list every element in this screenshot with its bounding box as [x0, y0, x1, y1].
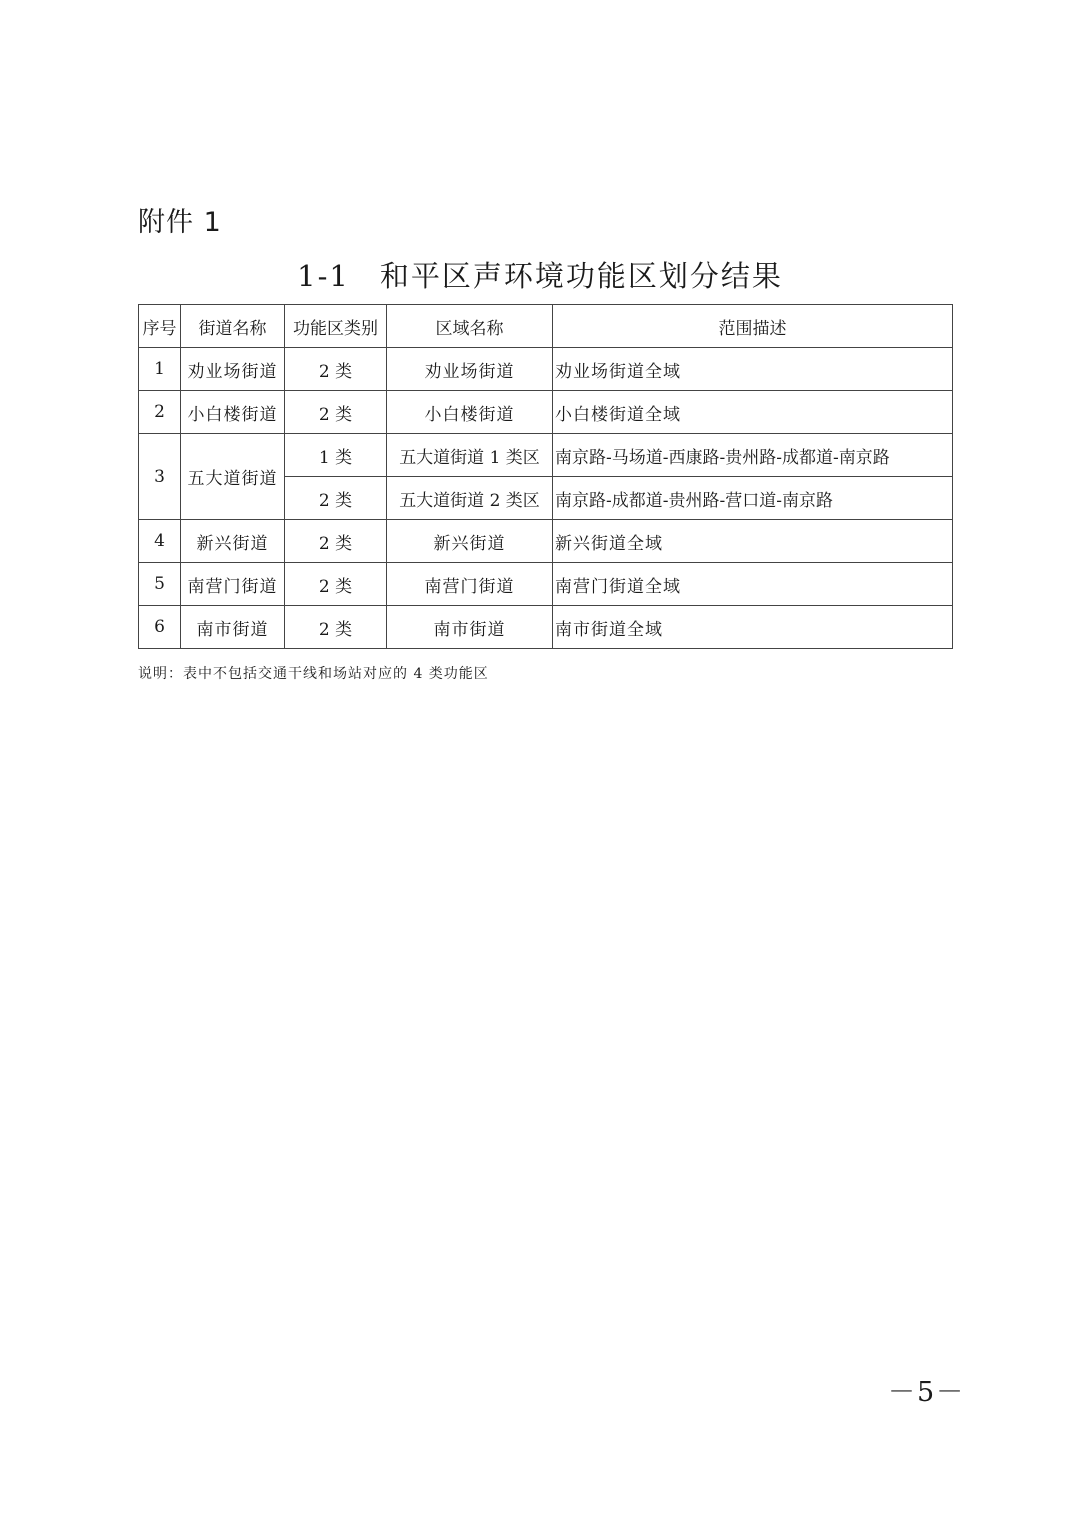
cell-category: 2 类 [285, 520, 387, 563]
page-number: －5－ [888, 1377, 966, 1408]
cell-scope: 南营门街道全域 [553, 563, 953, 606]
cell-street: 劝业场街道 [181, 348, 285, 391]
table-title [0, 254, 1080, 295]
cell-area: 小白楼街道 [387, 391, 553, 434]
cell-scope: 新兴街道全域 [553, 520, 953, 563]
cell-category: 2 类 [285, 477, 387, 520]
table-number: 1-1 [297, 259, 350, 293]
header-street: 街道名称 [181, 305, 285, 348]
table-row [139, 348, 953, 391]
cell-category: 1 类 [285, 434, 387, 477]
cell-street: 五大道街道 [181, 434, 285, 520]
cell-seq: 3 [139, 434, 181, 520]
cell-scope: 南京路-马场道-西康路-贵州路-成都道-南京路 [553, 434, 953, 477]
cell-category: 2 类 [285, 348, 387, 391]
cell-seq: 2 [139, 391, 181, 434]
table-note: 说明：表中不包括交通干线和场站对应的 4 类功能区 [138, 666, 489, 682]
cell-seq: 1 [139, 348, 181, 391]
table-row [139, 563, 953, 606]
header-scope: 范围描述 [553, 305, 953, 348]
cell-area: 五大道街道 1 类区 [387, 434, 553, 477]
table-row [139, 520, 953, 563]
cell-area: 劝业场街道 [387, 348, 553, 391]
attachment-label: 附件 1 [138, 207, 222, 238]
header-seq: 序号 [139, 305, 181, 348]
cell-seq: 5 [139, 563, 181, 606]
cell-street: 新兴街道 [181, 520, 285, 563]
cell-scope: 南市街道全域 [553, 606, 953, 649]
table-row [139, 606, 953, 649]
table-header-row [139, 305, 953, 348]
cell-street: 南市街道 [181, 606, 285, 649]
cell-scope: 小白楼街道全域 [553, 391, 953, 434]
cell-seq: 6 [139, 606, 181, 649]
cell-area: 新兴街道 [387, 520, 553, 563]
cell-area: 南市街道 [387, 606, 553, 649]
cell-category: 2 类 [285, 391, 387, 434]
cell-scope: 南京路-成都道-贵州路-营口道-南京路 [553, 477, 953, 520]
cell-scope: 劝业场街道全域 [553, 348, 953, 391]
table-title-text: 和平区声环境功能区划分结果 [379, 259, 783, 293]
table-row [139, 391, 953, 434]
zoning-table [138, 304, 953, 649]
cell-category: 2 类 [285, 563, 387, 606]
cell-street: 南营门街道 [181, 563, 285, 606]
cell-street: 小白楼街道 [181, 391, 285, 434]
cell-seq: 4 [139, 520, 181, 563]
cell-area: 五大道街道 2 类区 [387, 477, 553, 520]
table-row [139, 434, 953, 477]
header-area: 区域名称 [387, 305, 553, 348]
cell-category: 2 类 [285, 606, 387, 649]
header-category: 功能区类别 [285, 305, 387, 348]
cell-area: 南营门街道 [387, 563, 553, 606]
